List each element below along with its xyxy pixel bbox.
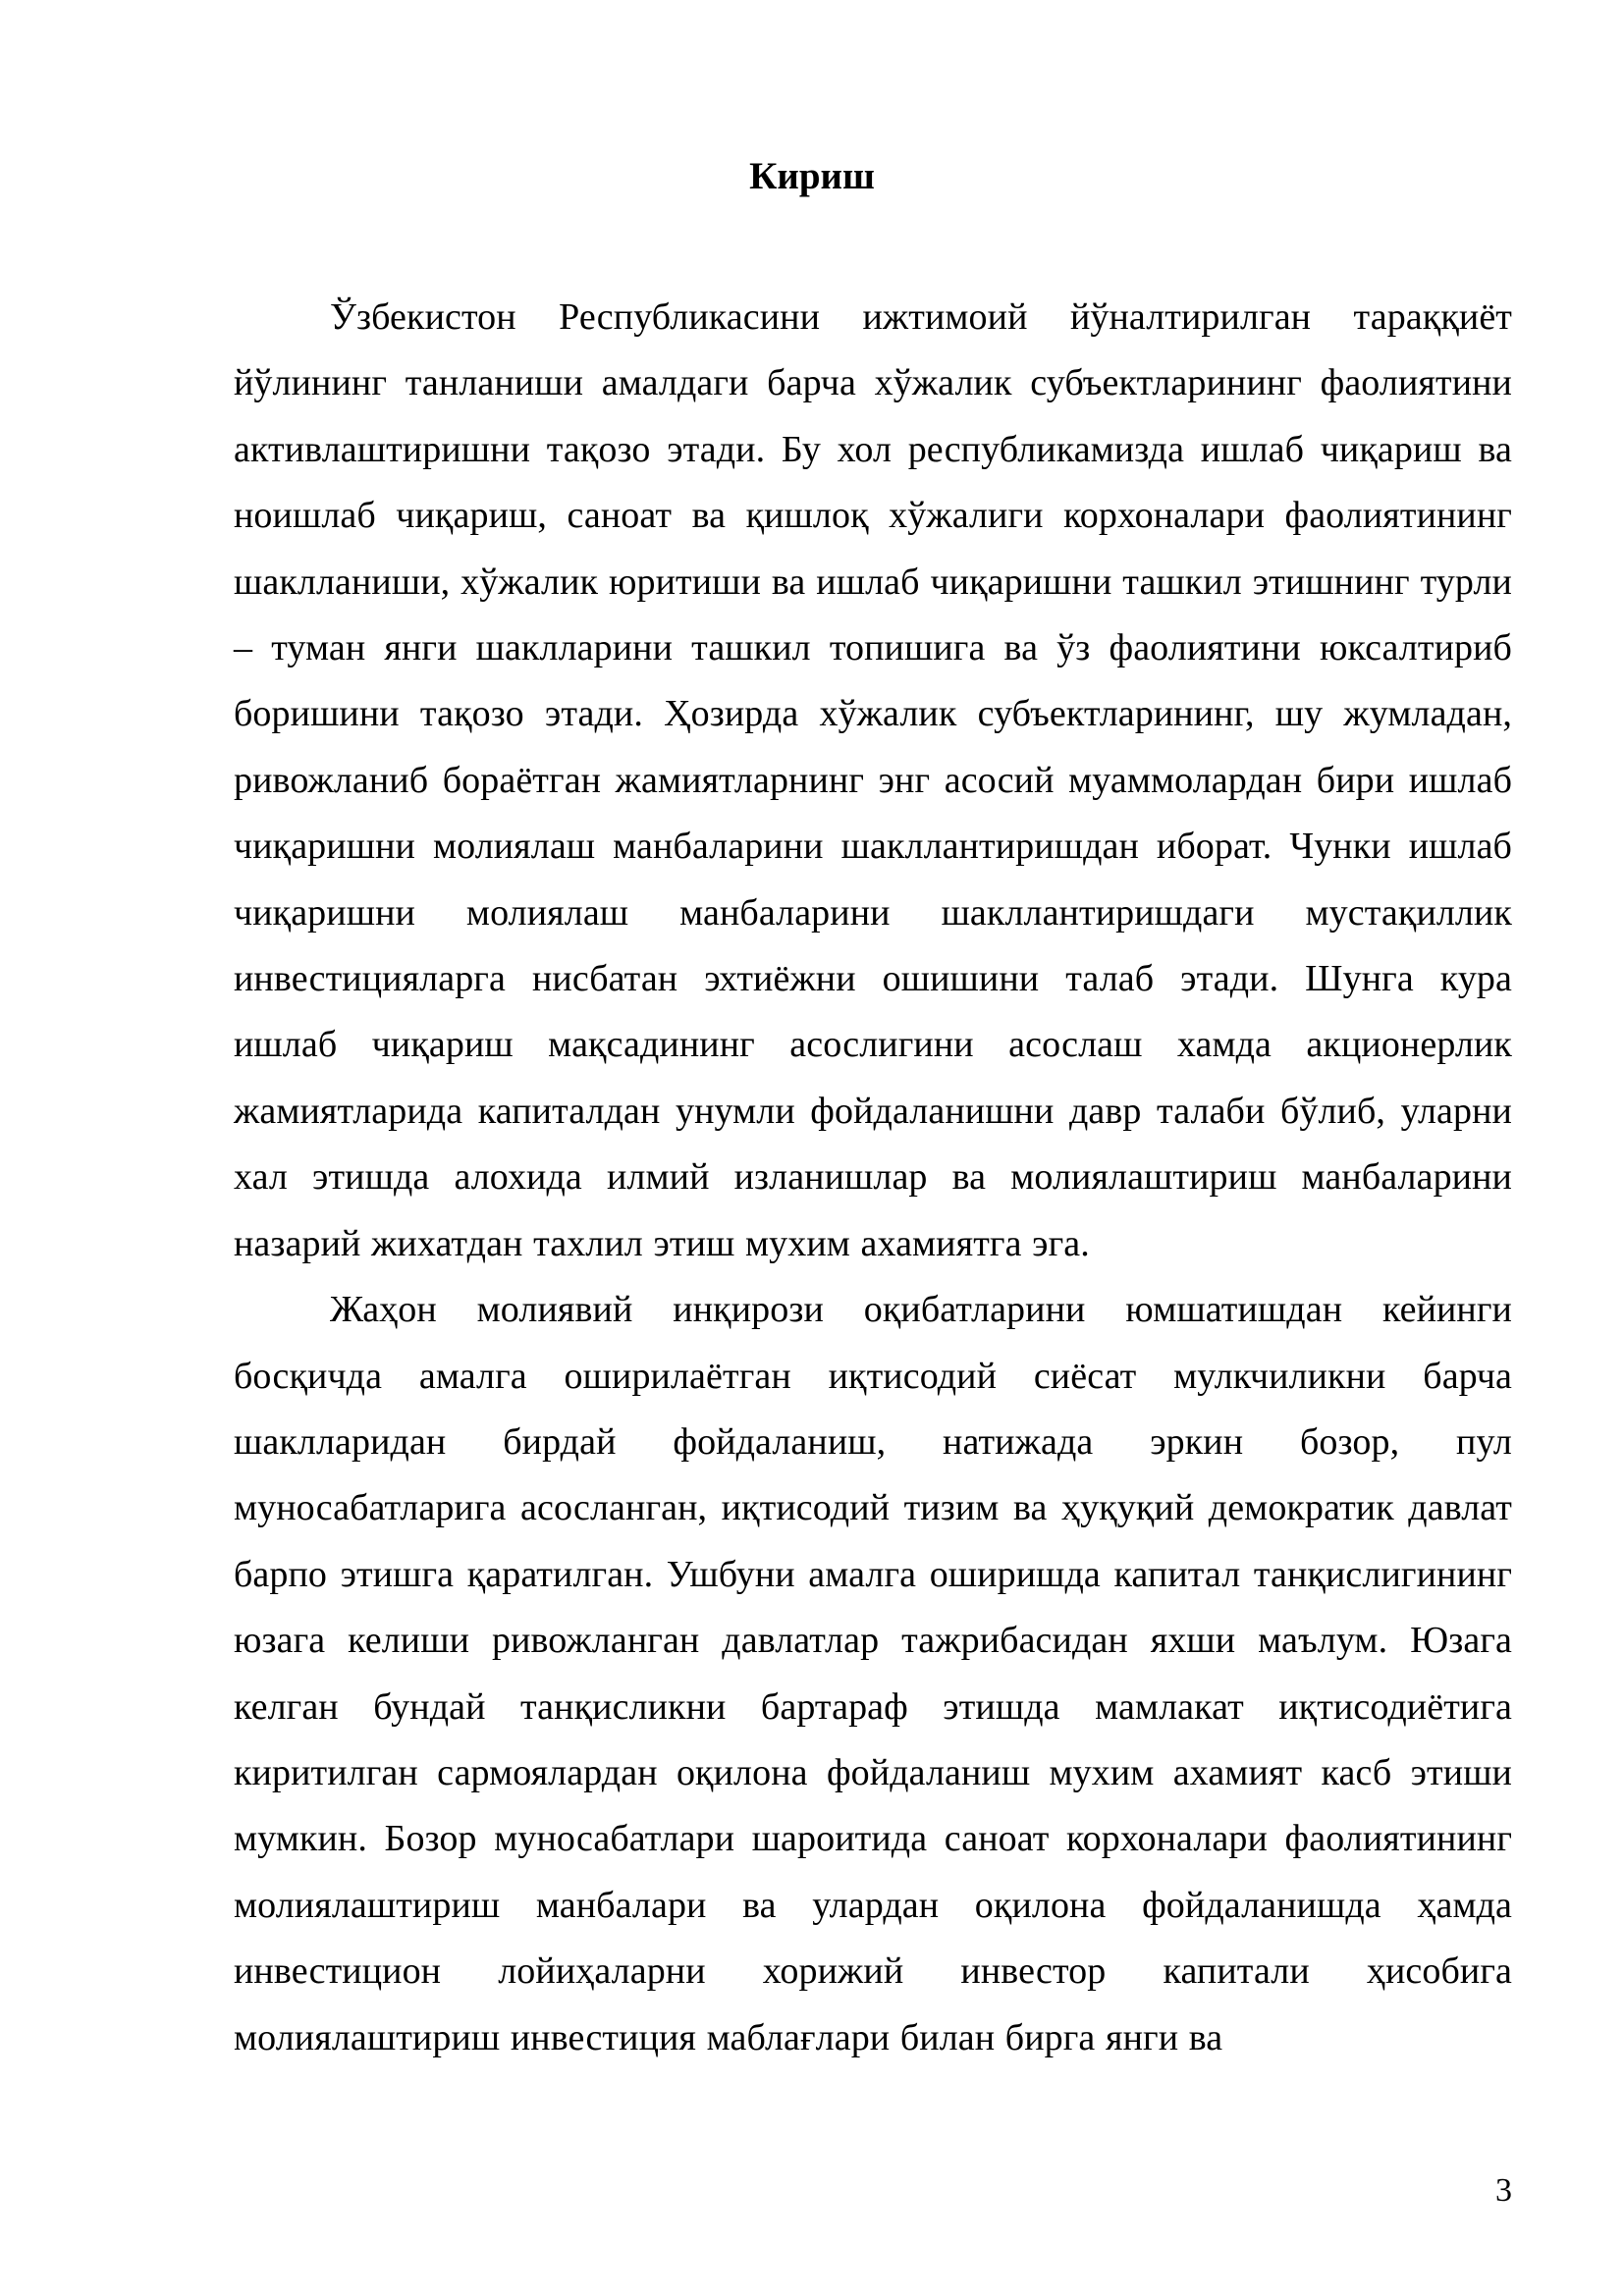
- page-number: 3: [1495, 2172, 1512, 2209]
- paragraph-2: Жаҳон молиявий инқирози оқибатларини юмшатишдан кейинги босқичда амалга оширилаётган иқтисодий сиёсат мулкчиликни барча шаклларидан бирдай фойдаланиш, натижада эркин бозор, пул муносабатларига асосланган, иқтисодий тизим ва ҳуқуқий демократик давлат барпо этишга қаратилган. Ушбуни амалга оширишда капитал танқислигининг юзага келиши ривожланган давлатлар тажрибасидан яхши маълум. Юзага келган бундай танқисликни бартараф этишда мамлакат иқтисодиётига киритилган сармоялардан оқилона фойдаланиш мухим ахамият касб этиши мумкин. Бозор муносабатлари шароитида саноат корхоналари фаолиятининг молиялаштириш манбалари ва улардан оқилона фойдаланишда ҳамда инвестицион лойиҳаларни хорижий инвестор капитали ҳисобига молиялаштириш инвестиция маблағлари билан бирга янги ва: [234, 1289, 1512, 2058]
- page-title: Кириш: [749, 155, 875, 197]
- paragraph-1: Ўзбекистон Республикасини ижтимоий йўналтирилган тараққиёт йўлининг танланиши амалдаги барча хўжалик субъектларининг фаолиятини активлаштиришни тақозо этади. Бу хол республикамизда ишлаб чиқариш ва ноишлаб чиқариш, саноат ва қишлоқ хўжалиги корхоналари фаолиятининг шаклланиши, хўжалик юритиши ва ишлаб чиқаришни ташкил этишнинг турли – туман янги шаклларини ташкил топишига ва ўз фаолиятини юксалтириб боришини тақозо этади. Ҳозирда хўжалик субъектларининг, шу жумладан, ривожланиб бораётган жамиятларнинг энг асосий муаммолардан бири ишлаб чиқаришни молиялаш манбаларини шакллантиришдан иборат. Чунки ишлаб чиқаришни молиялаш манбаларини шакллантиришдаги мустақиллик инвестицияларга нисбатан эхтиёжни ошишини талаб этади. Шунга кура ишлаб чиқариш мақсадининг асослигини асослаш хамда акционерлик жамиятларида капиталдан унумли фойдаланишни давр талаби бўлиб, уларни хал этишда алохида илмий изланишлар ва молиялаштириш манбаларини назарий жихатдан тахлил этиш мухим ахамиятга эга.: [234, 296, 1512, 1264]
- body-text: [234, 285, 1512, 2071]
